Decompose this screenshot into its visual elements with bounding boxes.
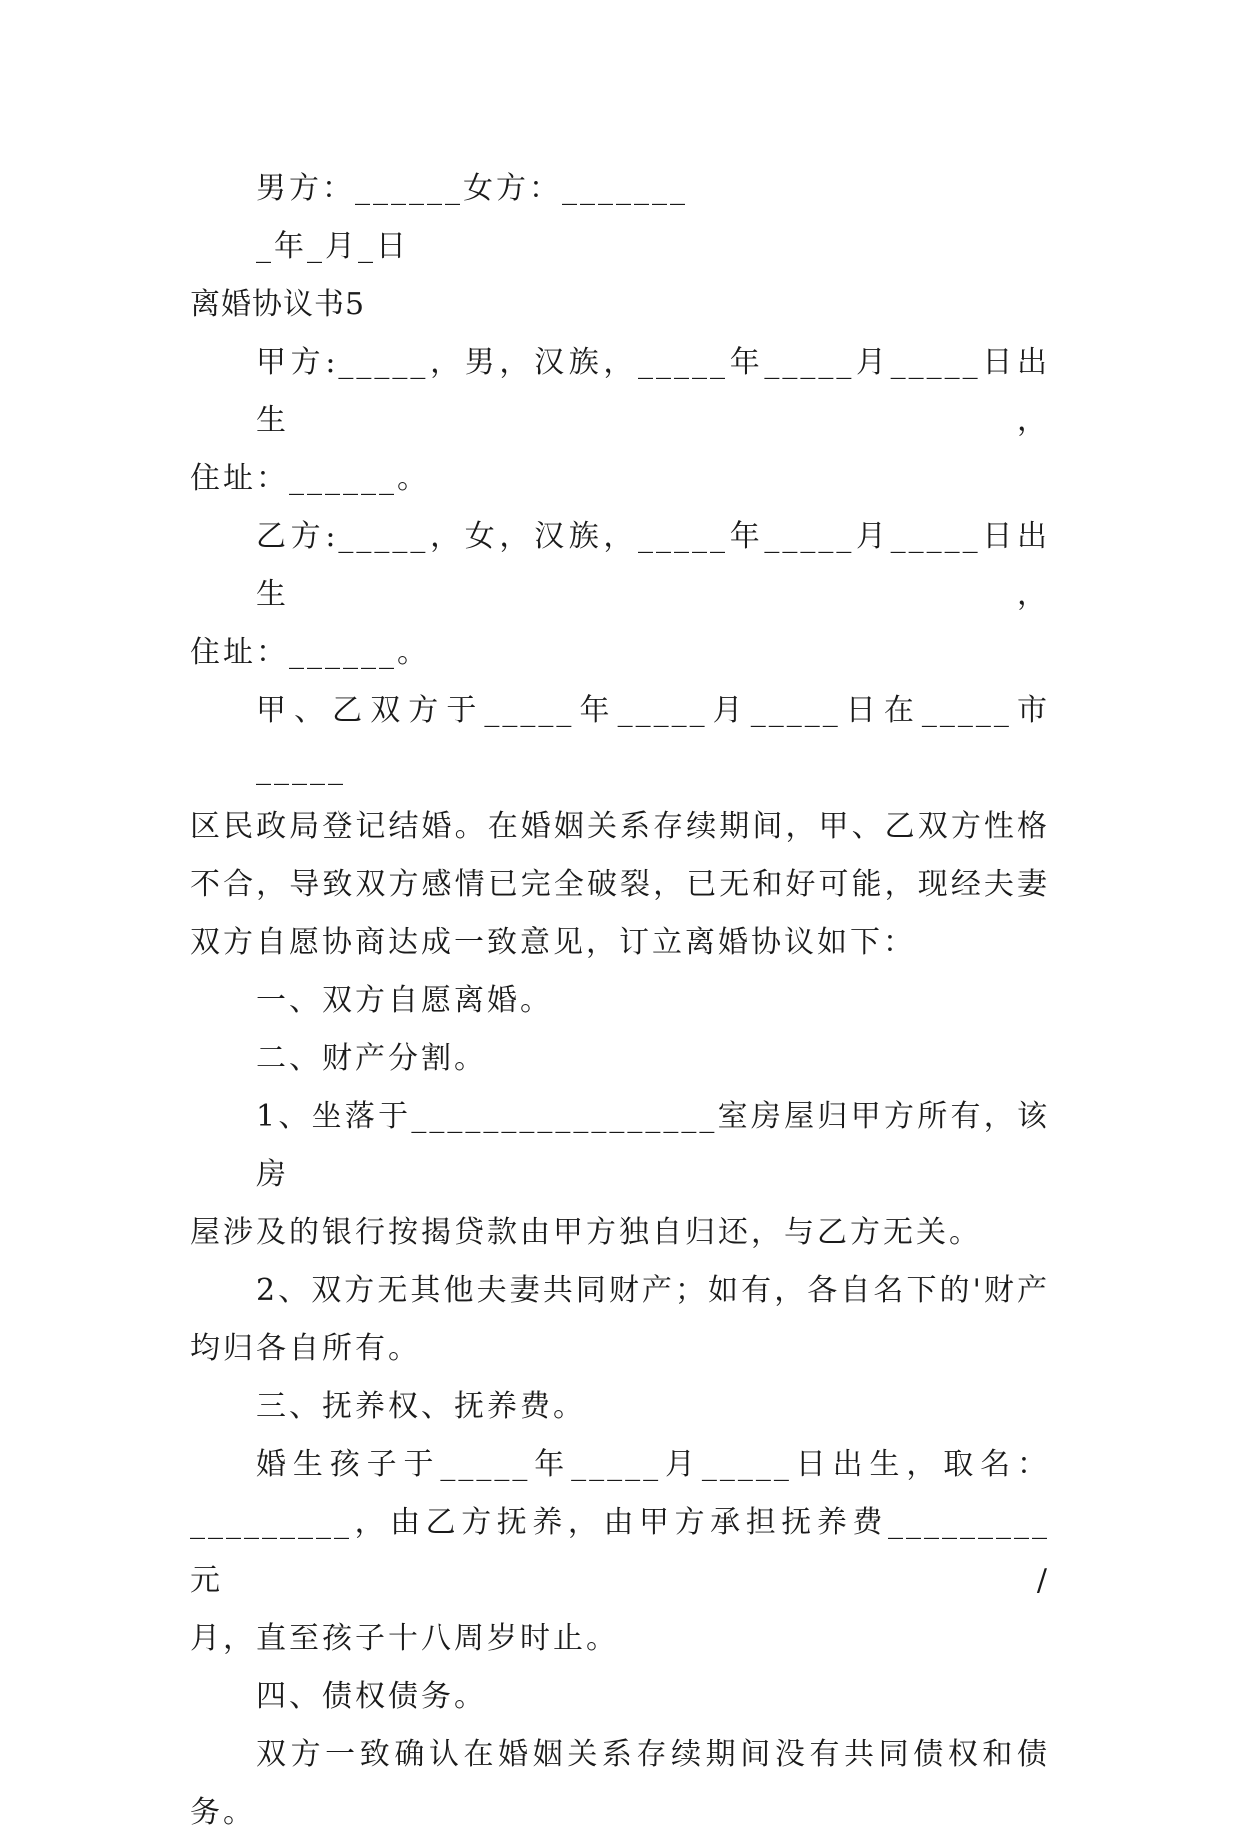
party-b-line: 乙方:_____，女，汉族，_____年_____月_____日出生， <box>256 519 1050 612</box>
party-b-address: 住址：______。 <box>190 635 430 670</box>
signature-line: 男方：______女方：_______ <box>256 171 688 206</box>
paragraph-line: 双方自愿协商达成一致意见，订立离婚协议如下： <box>190 925 916 960</box>
child-line: 婚生孩子于_____年_____月_____日出生，取名： <box>256 1447 1050 1482</box>
clause-heading: 三、抚养权、抚养费。 <box>256 1389 586 1424</box>
clause-heading: 一、双方自愿离婚。 <box>256 983 553 1018</box>
property-item-1: 1、坐落于_________________室房屋归甲方所有，该房 <box>256 1099 1050 1192</box>
paragraph-line: 务。 <box>190 1795 256 1830</box>
debt-line: 双方一致确认在婚姻关系存续期间没有共同债权和债 <box>256 1737 1050 1772</box>
paragraph-line: 不合，导致双方感情已完全破裂，已无和好可能，现经夫妻 <box>190 867 1050 902</box>
clause-heading: 四、债权债务。 <box>256 1679 487 1714</box>
date-line: _年_月_日 <box>256 229 409 264</box>
clause-heading: 二、财产分割。 <box>256 1041 487 1076</box>
document-page <box>190 160 1050 1842</box>
paragraph-line: 区民政局登记结婚。在婚姻关系存续期间，甲、乙双方性格 <box>190 809 1050 844</box>
child-support-line: _________，由乙方抚养，由甲方承担抚养费_________元/ <box>190 1505 1050 1598</box>
paragraph-line: 屋涉及的银行按揭贷款由甲方独自归还，与乙方无关。 <box>190 1215 982 1250</box>
paragraph-line: 均归各自所有。 <box>190 1331 421 1366</box>
party-a-line: 甲方:_____，男，汉族，_____年_____月_____日出生， <box>256 345 1050 438</box>
marriage-registration-line: 甲、乙双方于_____年_____月_____日在_____市_____ <box>256 693 1050 786</box>
property-item-2: 2、双方无其他夫妻共同财产；如有，各自名下的'财产 <box>256 1273 1050 1308</box>
document-title: 离婚协议书5 <box>190 287 366 322</box>
paragraph-line: 月，直至孩子十八周岁时止。 <box>190 1621 619 1656</box>
party-a-address: 住址：______。 <box>190 461 430 496</box>
